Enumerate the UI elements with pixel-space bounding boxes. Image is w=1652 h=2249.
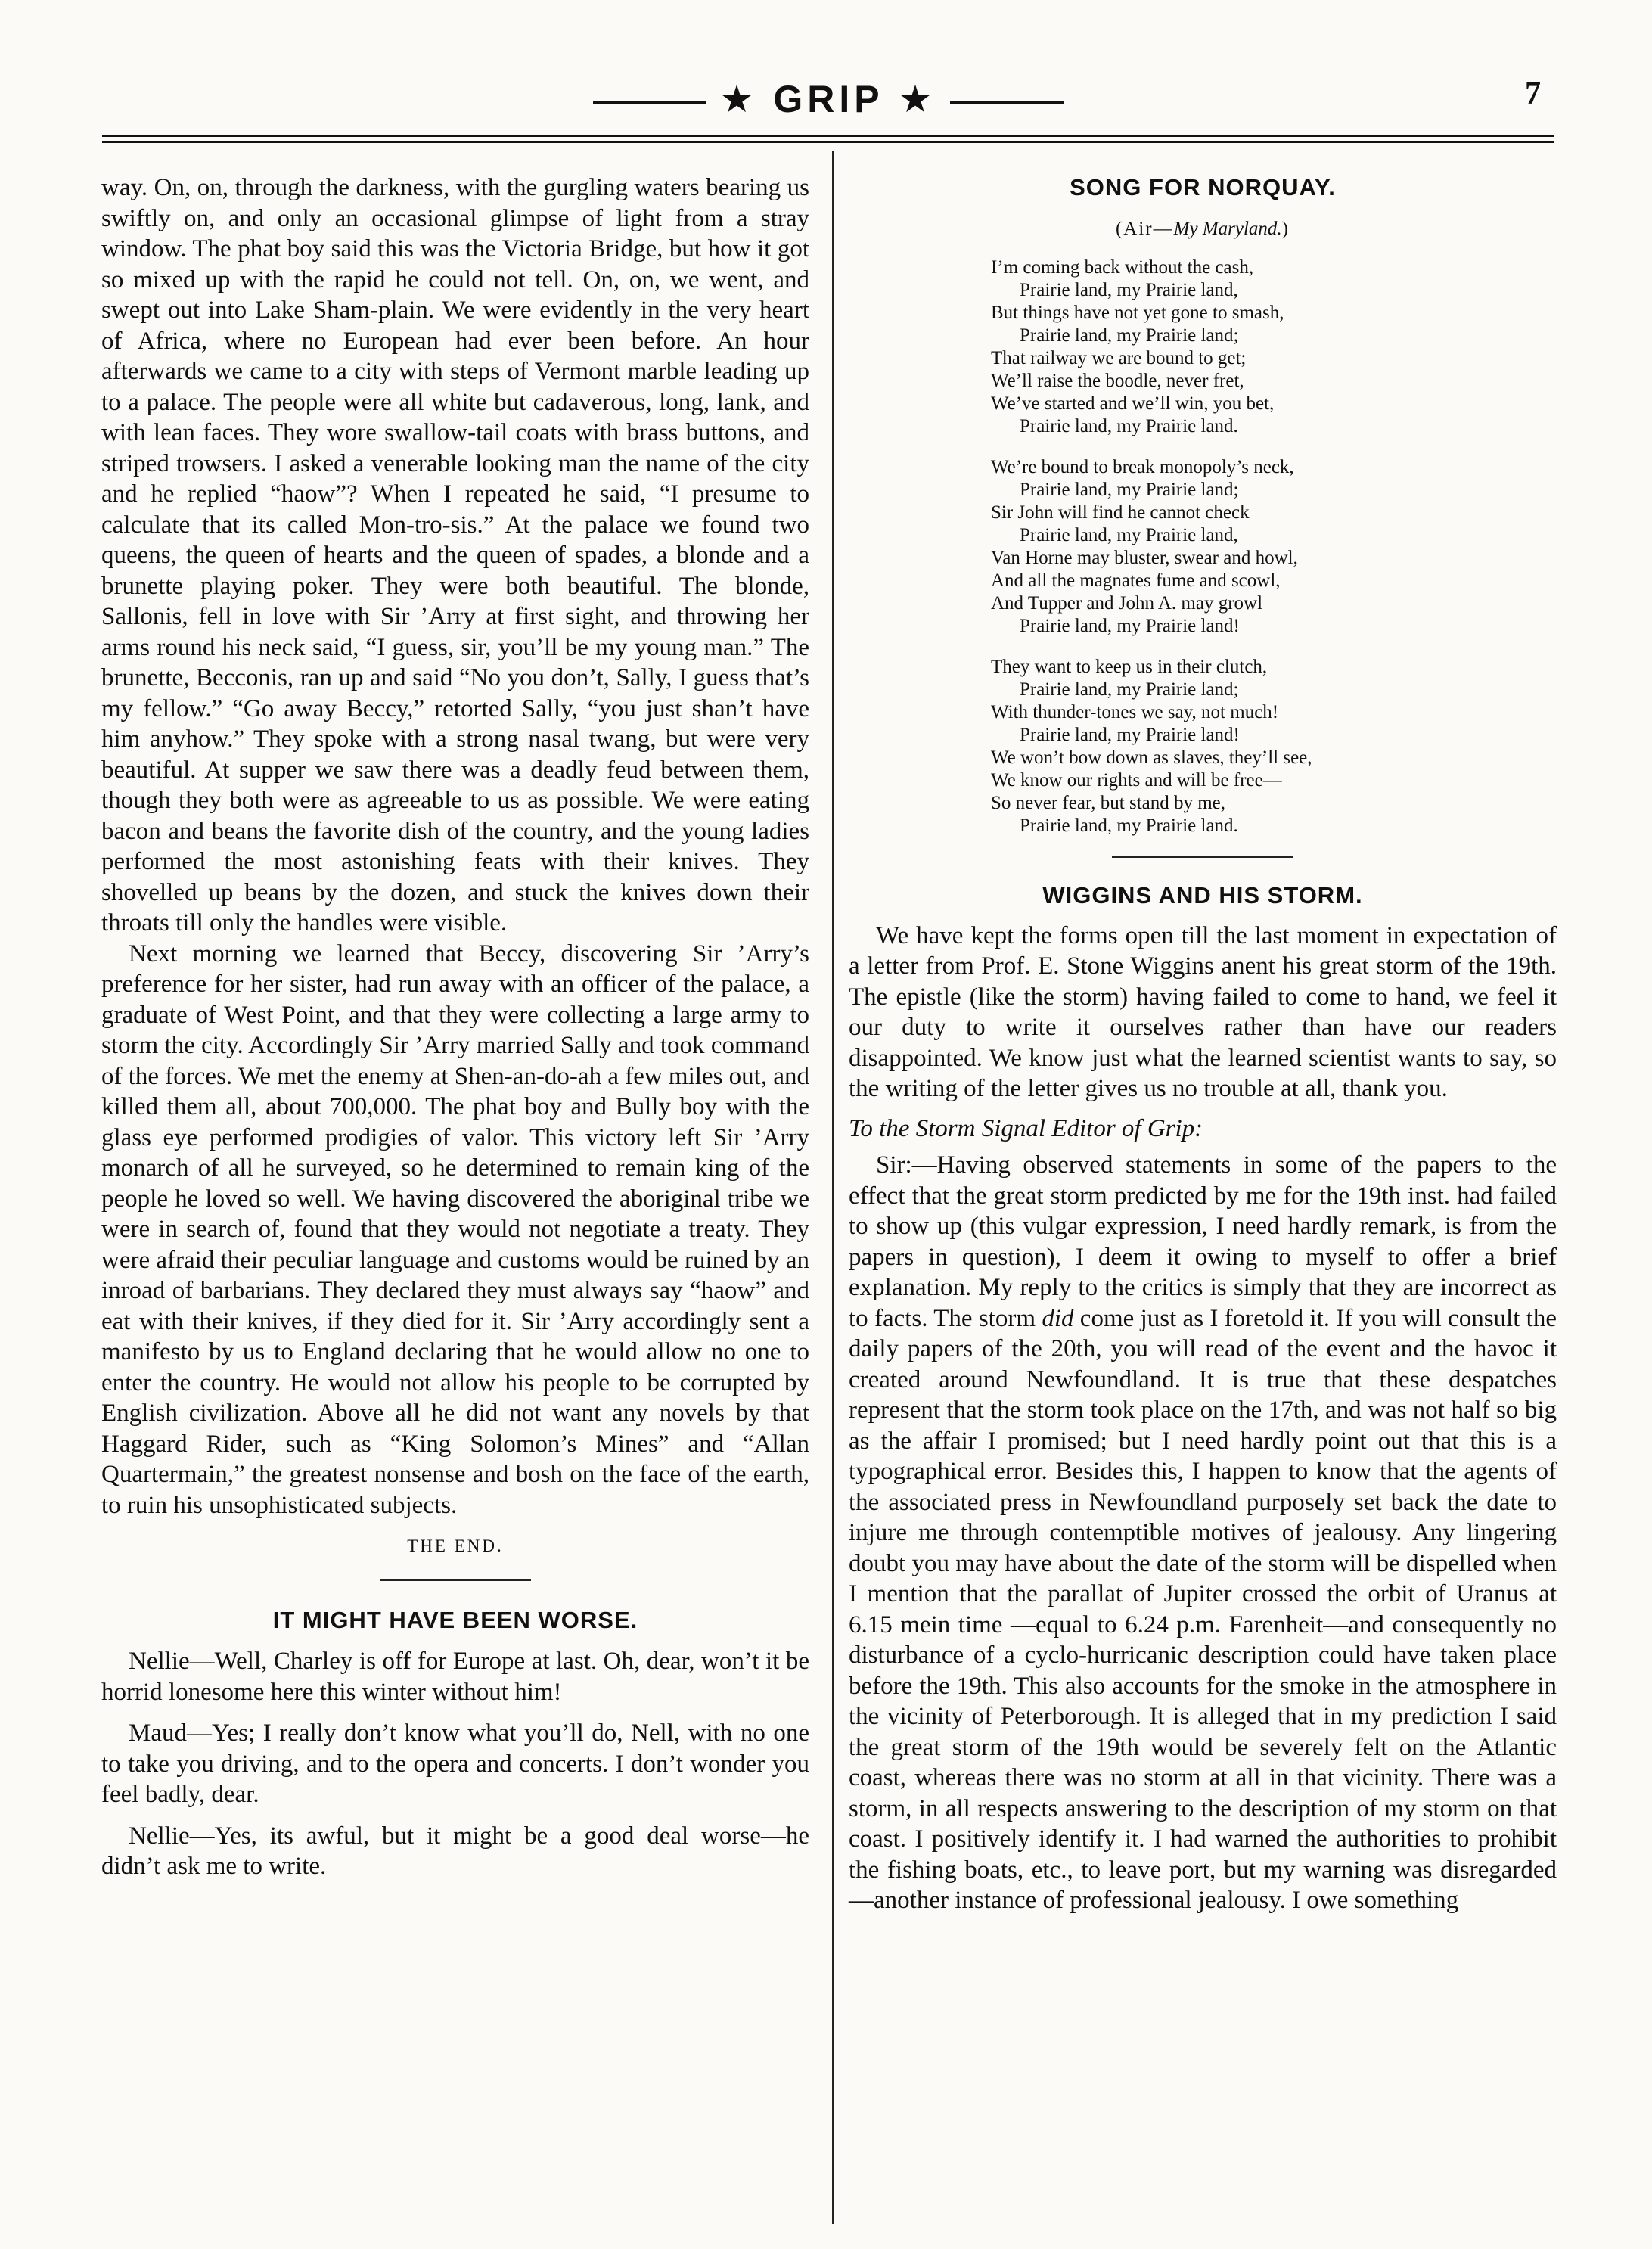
song-heading: SONG FOR NORQUAY. bbox=[1070, 174, 1336, 200]
letter-text: come just as I foretold it. If you will consult the daily papers of the 20th, you will read of the event and the havoc it created around Newfoundland. It is true that these despatches represent that the storm took place on the 17th, and was not half so big as the affair I promised; but I need hardly point out that this is a typographical error. Besides this, I happen to know that the agents of the associated press in Newfoundland purposely set back the date to injure me through contemptible motives of jealousy. Any lingering doubt you may have about the date of the storm will be dispelled when I mention that the parallat of Jupiter crossed the orbit of Uranus at 6.15 mein time —equal to 6.24 p.m. Farenheit—and consequently no disturbance of a cyclo-hurricanic description could have taken place before the 19th. This also accounts for the smoke in the atmosphere in the vicinity of Peterborough. It is alleged that in my prediction I said the great storm of the 19th would be severely felt on the Atlantic coast, whereas there was no storm at all in that vicinity. There was a storm, in all respects answering to the description of my storm on that coast. I positively identify it. I had warned the authorities to prohibit the fishing boats, etc., to leave port, but my warning was disregarded—another instance of professional jealousy. I owe something bbox=[849, 1304, 1557, 1914]
letter-body bbox=[849, 1150, 1557, 1916]
column-divider bbox=[832, 151, 834, 2224]
story-paragraph: way. On, on, through the darkness, with the gurgling waters bearing us swiftly on, and only an occasional glimpse of light from a stray window. The phat boy said this was the Victoria Bridge, but how it got so mixed up with the rapid he could not tell. On, on, we went, and swept out into Lake Sham-plain. We were evidently in the very heart of Africa, where no European had ever been before. An hour afterwards we came to a city with steps of Vermont marble leading up to a palace. The people were all white but cadaverous, long, lank, and with lean faces. They wore swallow-tail coats with brass buttons, and striped trowsers. I asked a venerable looking man the name of the city and he replied “haow”? When I repeated he said, “I presume to calculate that its called Mon-tro-sis.” At the palace we found two queens, the queen of hearts and the queen of spades, a blonde and a brunette playing poker. They were both beautiful. The blonde, Sallonis, fell in love with Sir ’Arry at first sight, and throwing her arms round his neck said, “I guess, sir, you’ll be my young man.” The brunette, Becconis, ran up and said “No you don’t, Sally, I guess that’s my fellow.” “Go away Beccy,” retorted Sally, “you just shan’t have him anyhow.” They spoke with a strong nasal twang, but were very beautiful. At supper we saw there was a deadly feud between them, though they both were as agreeable to us as possible. We were eating bacon and beans the favorite dish of the country, and the young ladies performed the most astonishing feats with their knives. They shovelled up beans by the dozen, and stuck the knives down their throats till only the handles were visible. bbox=[101, 174, 809, 937]
verse-line: They want to keep us in their clutch, bbox=[991, 657, 1268, 677]
verse-line: We’ll raise the boodle, never fret, bbox=[991, 371, 1244, 391]
header-rule-bottom bbox=[102, 141, 1554, 143]
dialogue-line: Nellie—Well, Charley is off for Europe at last. Oh, dear, won’t it be horrid lonesome here this winter without him! bbox=[101, 1648, 809, 1706]
masthead-left-ornament bbox=[593, 101, 706, 104]
letter-text: Sir:—Having observed statements in some of the papers to the effect that the great storm predicted by me for the 19th inst. had failed to show up (this vulgar expression, I need hardly remark, is from the papers in question), I deem it owing to myself to offer a brief explanation. My reply to the critics is simply that they are incorrect as to facts. The storm bbox=[849, 1151, 1557, 1332]
stanza bbox=[991, 656, 1557, 837]
verse-line: Prairie land, my Prairie land, bbox=[1020, 280, 1238, 300]
left-column bbox=[101, 172, 809, 1893]
verse-line: I’m coming back without the cash, bbox=[991, 257, 1254, 278]
verse-line: Prairie land, my Prairie land. bbox=[1020, 416, 1238, 436]
verse-line: Prairie land, my Prairie land; bbox=[1020, 679, 1239, 700]
letter-emphasis: did bbox=[1042, 1304, 1074, 1332]
article-heading-worse: IT MIGHT HAVE BEEN WORSE. bbox=[272, 1606, 638, 1633]
verse-line: So never fear, but stand by me, bbox=[991, 793, 1226, 813]
letter-salutation: To the Storm Signal Editor of Grip: bbox=[849, 1114, 1203, 1142]
verse-line: But things have not yet gone to smash, bbox=[991, 303, 1284, 323]
publication-name: GRIP bbox=[773, 78, 883, 120]
section-divider bbox=[380, 1579, 531, 1581]
masthead-right-ornament bbox=[950, 101, 1064, 104]
section-divider bbox=[1112, 856, 1293, 858]
right-column bbox=[849, 172, 1557, 1916]
verse-line: Sir John will find he cannot check bbox=[991, 502, 1250, 523]
the-end-mark: THE END. bbox=[407, 1536, 504, 1555]
article-heading-wiggins: WIGGINS AND HIS STORM. bbox=[1042, 882, 1363, 909]
verse-line: Prairie land, my Prairie land; bbox=[1020, 480, 1239, 500]
page-number: 7 bbox=[1525, 76, 1541, 111]
stanza bbox=[991, 256, 1557, 438]
air-title: My Maryland. bbox=[1173, 218, 1282, 239]
song-verse bbox=[991, 256, 1557, 837]
verse-line: Prairie land, my Prairie land. bbox=[1020, 815, 1238, 836]
verse-line: Prairie land, my Prairie land! bbox=[1020, 616, 1240, 636]
verse-line: Prairie land, my Prairie land; bbox=[1020, 325, 1239, 346]
stanza bbox=[991, 456, 1557, 638]
verse-line: That railway we are bound to get; bbox=[991, 348, 1247, 368]
verse-line: Van Horne may bluster, swear and howl, bbox=[991, 548, 1298, 568]
header-rule-top bbox=[102, 135, 1554, 137]
verse-line: We’ve started and we’ll win, you bet, bbox=[991, 393, 1275, 414]
dialogue-line: Nellie—Yes, its awful, but it might be a good deal worse—he didn’t ask me to write. bbox=[101, 1822, 809, 1880]
masthead bbox=[102, 76, 1554, 129]
air-prefix: (Air— bbox=[1115, 218, 1174, 239]
verse-line: With thunder-tones we say, not much! bbox=[991, 702, 1279, 722]
verse-line: We won’t bow down as slaves, they’ll see, bbox=[991, 747, 1312, 768]
masthead-title: ★ GRIP ★ bbox=[102, 77, 1554, 121]
verse-line: And all the magnates fume and scowl, bbox=[991, 570, 1281, 591]
wiggins-intro: We have kept the forms open till the last moment in expectation of a letter from Prof. E. Stone Wiggins anent his great storm of the 19th. The epistle (like the storm) having failed to come to hand, we feel it our duty to write it ourselves rather than have our readers disappointed. We know just what the learned scientist wants to say, so the writing of the letter gives us no trouble at all, thank you. bbox=[849, 921, 1557, 1102]
verse-line: We know our rights and will be free— bbox=[991, 770, 1282, 791]
verse-line: Prairie land, my Prairie land! bbox=[1020, 725, 1240, 745]
air-line bbox=[849, 214, 1557, 245]
dialogue-line: Maud—Yes; I really don’t know what you’ll do, Nell, with no one to take you driving, and to the opera and concerts. I don’t wonder you feel badly, dear. bbox=[101, 1719, 809, 1808]
air-suffix: ) bbox=[1281, 218, 1290, 239]
verse-line: And Tupper and John A. may growl bbox=[991, 593, 1263, 614]
verse-line: Prairie land, my Prairie land, bbox=[1020, 525, 1238, 545]
story-paragraph: Next morning we learned that Beccy, discovering Sir ’Arry’s preference for her sister, had run away with an officer of the palace, a graduate of West Point, and that they were collecting a large army to storm the city. Accordingly Sir ’Arry married Sally and took command of the forces. We met the enemy at Shen-an-do-ah a few miles out, and killed them all, about 700,000. The phat boy and Bully boy with the glass eye performed prodigies of valor. This victory left Sir ’Arry monarch of all he surveyed, so he determined to remain king of the people he loved so well. We having discovered the aboriginal tribe we were in search of, found that they would not negotiate a treaty. They were afraid their peculiar language and customs would be ruined by an inroad of barbarians. They declared they must always say “haow” and eat with their knives, if they died for it. Sir ’Arry accordingly sent a manifesto by us to England declaring that he would allow no one to enter the country. He would not allow his people to be corrupted by English civilization. Above all he did not want any novels by that Haggard Rider, such as “King Solomon’s Mines” and “Allan Quartermain,” the greatest nonsense and bosh on the face of the earth, to ruin his unsophisticated subjects. bbox=[101, 940, 809, 1519]
verse-line: We’re bound to break monopoly’s neck, bbox=[991, 457, 1294, 477]
